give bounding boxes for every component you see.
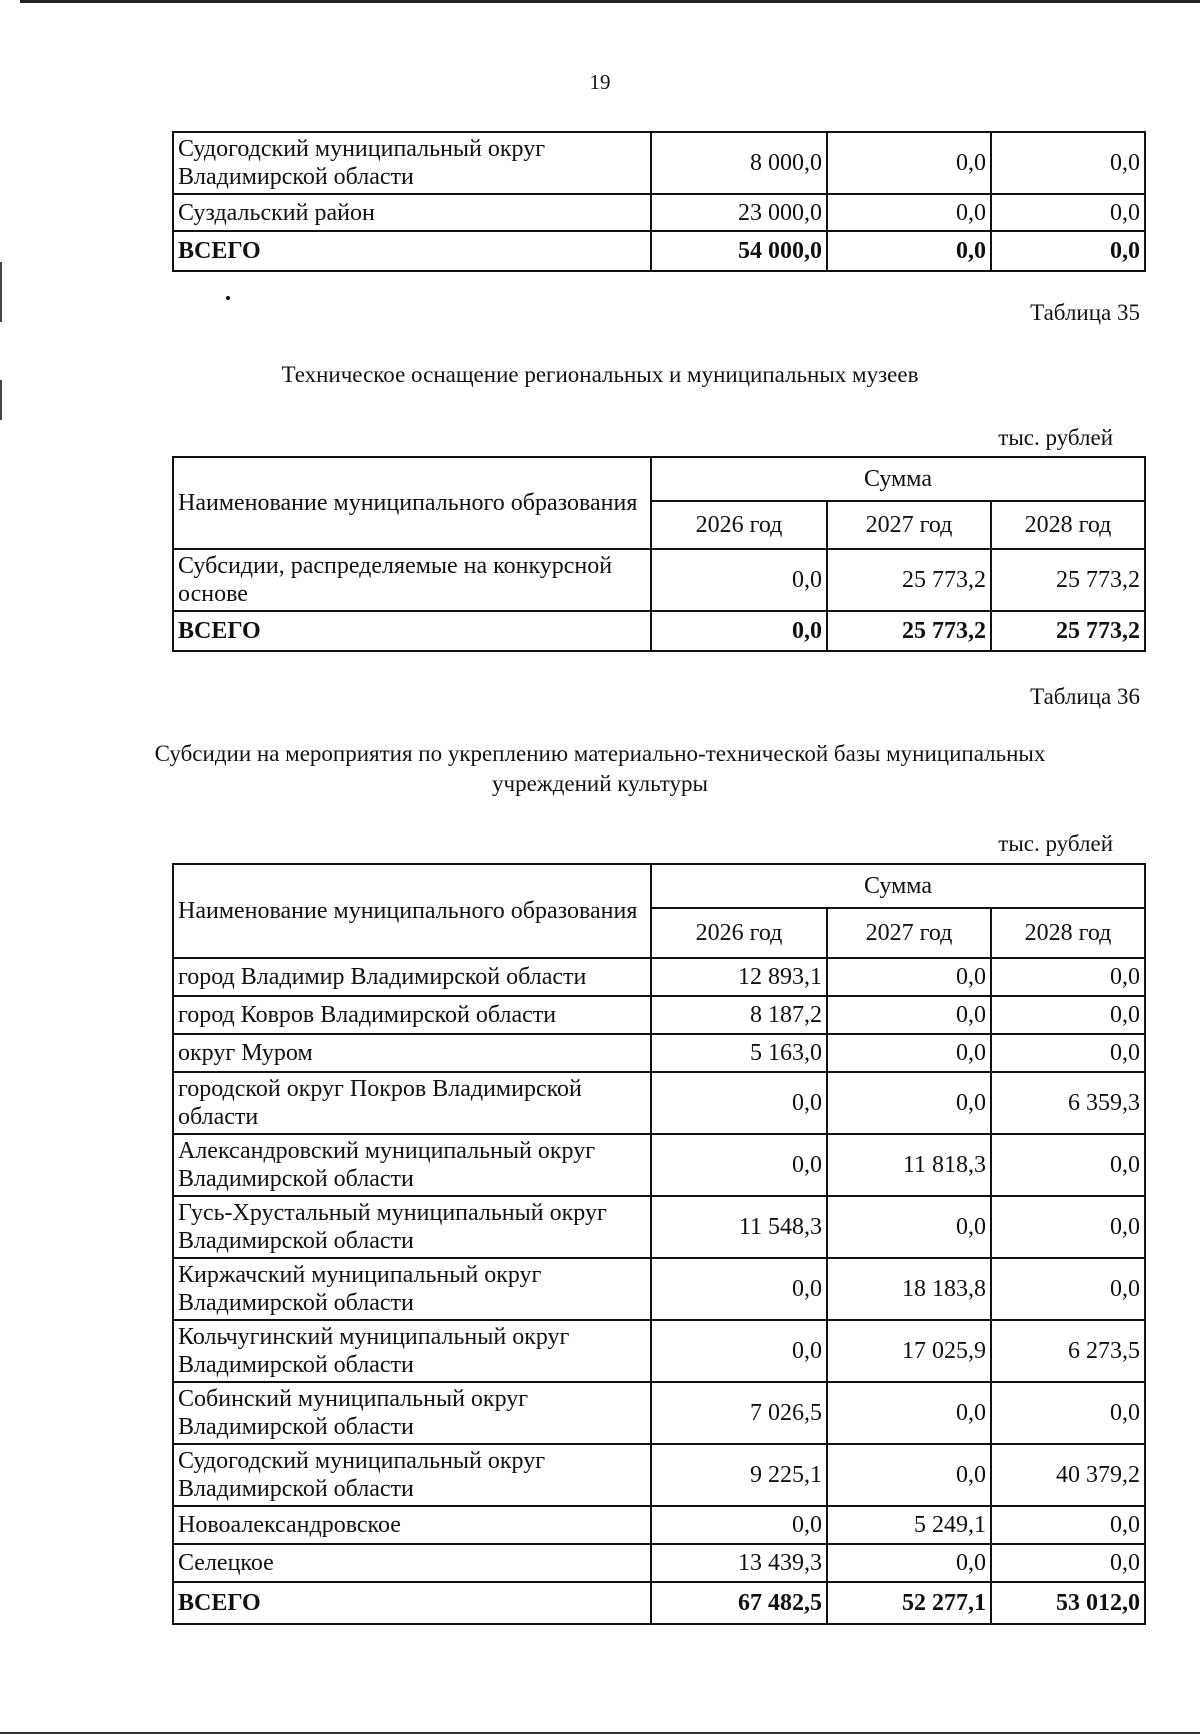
- value-2026: 0,0: [651, 1506, 827, 1544]
- value-2028: 0,0: [991, 1196, 1145, 1258]
- table-35: [172, 456, 1146, 652]
- table-row: [173, 194, 1145, 231]
- total-2028: 0,0: [991, 231, 1145, 271]
- value-2026: 8 000,0: [651, 132, 827, 194]
- value-2028: 0,0: [991, 958, 1145, 996]
- table-35-title: Техническое оснащение региональных и муниципальных музеев: [281, 362, 919, 387]
- value-2027: 11 818,3: [827, 1134, 991, 1196]
- value-2027: 0,0: [827, 1196, 991, 1258]
- table-36-title: Субсидии на мероприятия по укреплению материально-технической базы муниципальных учреждений культуры: [154, 741, 1046, 796]
- value-2026: 8 187,2: [651, 996, 827, 1034]
- table-36-units: тыс. рублей: [998, 831, 1113, 856]
- value-2028: 0,0: [991, 132, 1145, 194]
- value-2028: 6 359,3: [991, 1072, 1145, 1134]
- row-name: Собинский муниципальный округ Владимирской области: [173, 1382, 651, 1444]
- value-2026: 9 225,1: [651, 1444, 827, 1506]
- header-2028: 2028 год: [991, 908, 1145, 958]
- value-2028: 0,0: [991, 996, 1145, 1034]
- header-name: Наименование муниципального образования: [173, 864, 651, 958]
- total-2027: 25 773,2: [827, 611, 991, 651]
- total-2026: 0,0: [651, 611, 827, 651]
- value-2027: 0,0: [827, 1382, 991, 1444]
- table-row: [173, 958, 1145, 996]
- total-row: [173, 231, 1145, 271]
- value-2026: 0,0: [651, 1072, 827, 1134]
- value-2027: 0,0: [827, 1034, 991, 1072]
- header-sum: Сумма: [651, 864, 1145, 908]
- table-35-caption: Таблица 35: [1030, 300, 1140, 325]
- table-row: [173, 1072, 1145, 1134]
- top-border-line: [20, 0, 1200, 3]
- total-2028: 25 773,2: [991, 611, 1145, 651]
- row-name: город Владимир Владимирской области: [173, 958, 651, 996]
- value-2027: 0,0: [827, 1444, 991, 1506]
- total-label: ВСЕГО: [173, 231, 651, 271]
- table-row: [173, 1134, 1145, 1196]
- header-2026: 2026 год: [651, 908, 827, 958]
- value-2028: 0,0: [991, 1034, 1145, 1072]
- row-name: город Ковров Владимирской области: [173, 996, 651, 1034]
- value-2027: 0,0: [827, 132, 991, 194]
- total-2028: 53 012,0: [991, 1582, 1145, 1624]
- page-number: 19: [589, 70, 611, 94]
- table-36: [172, 863, 1146, 1625]
- row-name: Новоалександровское: [173, 1506, 651, 1544]
- row-name: Субсидии, распределяемые на конкурсной основе: [173, 549, 651, 611]
- table-row: [173, 1196, 1145, 1258]
- value-2027: 5 249,1: [827, 1506, 991, 1544]
- header-2027: 2027 год: [827, 501, 991, 549]
- table-row: [173, 996, 1145, 1034]
- row-name: городской округ Покров Владимирской области: [173, 1072, 651, 1134]
- value-2026: 12 893,1: [651, 958, 827, 996]
- row-name: Судогодский муниципальный округ Владимирской области: [173, 1444, 651, 1506]
- value-2028: 40 379,2: [991, 1444, 1145, 1506]
- value-2026: 5 163,0: [651, 1034, 827, 1072]
- table-row: [173, 1444, 1145, 1506]
- row-name: округ Муром: [173, 1034, 651, 1072]
- value-2028: 25 773,2: [991, 549, 1145, 611]
- row-name: Гусь-Хрустальный муниципальный округ Владимирской области: [173, 1196, 651, 1258]
- table-35-units: тыс. рублей: [998, 425, 1113, 450]
- total-2027: 0,0: [827, 231, 991, 271]
- value-2026: 11 548,3: [651, 1196, 827, 1258]
- row-name: Суздальский район: [173, 194, 651, 231]
- table-row: [173, 549, 1145, 611]
- bottom-border-line: [0, 1732, 1200, 1734]
- scan-edge-mark: [0, 262, 2, 322]
- total-2026: 54 000,0: [651, 231, 827, 271]
- header-2027: 2027 год: [827, 908, 991, 958]
- total-2027: 52 277,1: [827, 1582, 991, 1624]
- total-2026: 67 482,5: [651, 1582, 827, 1624]
- value-2026: 0,0: [651, 1134, 827, 1196]
- row-name: Киржачский муниципальный округ Владимирской области: [173, 1258, 651, 1320]
- value-2026: 0,0: [651, 1258, 827, 1320]
- value-2028: 0,0: [991, 1506, 1145, 1544]
- scan-edge-mark: [0, 380, 2, 420]
- value-2027: 17 025,9: [827, 1320, 991, 1382]
- value-2027: 0,0: [827, 1072, 991, 1134]
- row-name: Александровский муниципальный округ Владимирской области: [173, 1134, 651, 1196]
- row-name: Судогодский муниципальный округ Владимирской области: [173, 132, 651, 194]
- value-2027: 0,0: [827, 1544, 991, 1582]
- table-row: [173, 1258, 1145, 1320]
- value-2026: 7 026,5: [651, 1382, 827, 1444]
- total-row: [173, 611, 1145, 651]
- value-2026: 13 439,3: [651, 1544, 827, 1582]
- table-row: [173, 132, 1145, 194]
- value-2028: 0,0: [991, 1258, 1145, 1320]
- scan-speck: [226, 296, 230, 300]
- table-36-caption: Таблица 36: [1030, 684, 1140, 709]
- value-2028: 0,0: [991, 1382, 1145, 1444]
- table-row: [173, 1034, 1145, 1072]
- value-2028: 0,0: [991, 194, 1145, 231]
- value-2027: 0,0: [827, 194, 991, 231]
- row-name: Селецкое: [173, 1544, 651, 1582]
- header-name: Наименование муниципального образования: [173, 457, 651, 549]
- table-row: [173, 1544, 1145, 1582]
- table-row: [173, 1382, 1145, 1444]
- value-2027: 0,0: [827, 958, 991, 996]
- value-2027: 18 183,8: [827, 1258, 991, 1320]
- header-2028: 2028 год: [991, 501, 1145, 549]
- header-sum: Сумма: [651, 457, 1145, 501]
- value-2026: 0,0: [651, 1320, 827, 1382]
- table-row: [173, 1506, 1145, 1544]
- value-2028: 0,0: [991, 1134, 1145, 1196]
- header-2026: 2026 год: [651, 501, 827, 549]
- value-2027: 0,0: [827, 996, 991, 1034]
- table-previous-continuation: [172, 131, 1146, 272]
- header-row: [173, 457, 1145, 501]
- value-2028: 6 273,5: [991, 1320, 1145, 1382]
- value-2027: 25 773,2: [827, 549, 991, 611]
- total-row: [173, 1582, 1145, 1624]
- table-row: [173, 1320, 1145, 1382]
- row-name: Кольчугинский муниципальный округ Владимирской области: [173, 1320, 651, 1382]
- total-label: ВСЕГО: [173, 611, 651, 651]
- value-2028: 0,0: [991, 1544, 1145, 1582]
- total-label: ВСЕГО: [173, 1582, 651, 1624]
- header-row: [173, 864, 1145, 908]
- value-2026: 23 000,0: [651, 194, 827, 231]
- value-2026: 0,0: [651, 549, 827, 611]
